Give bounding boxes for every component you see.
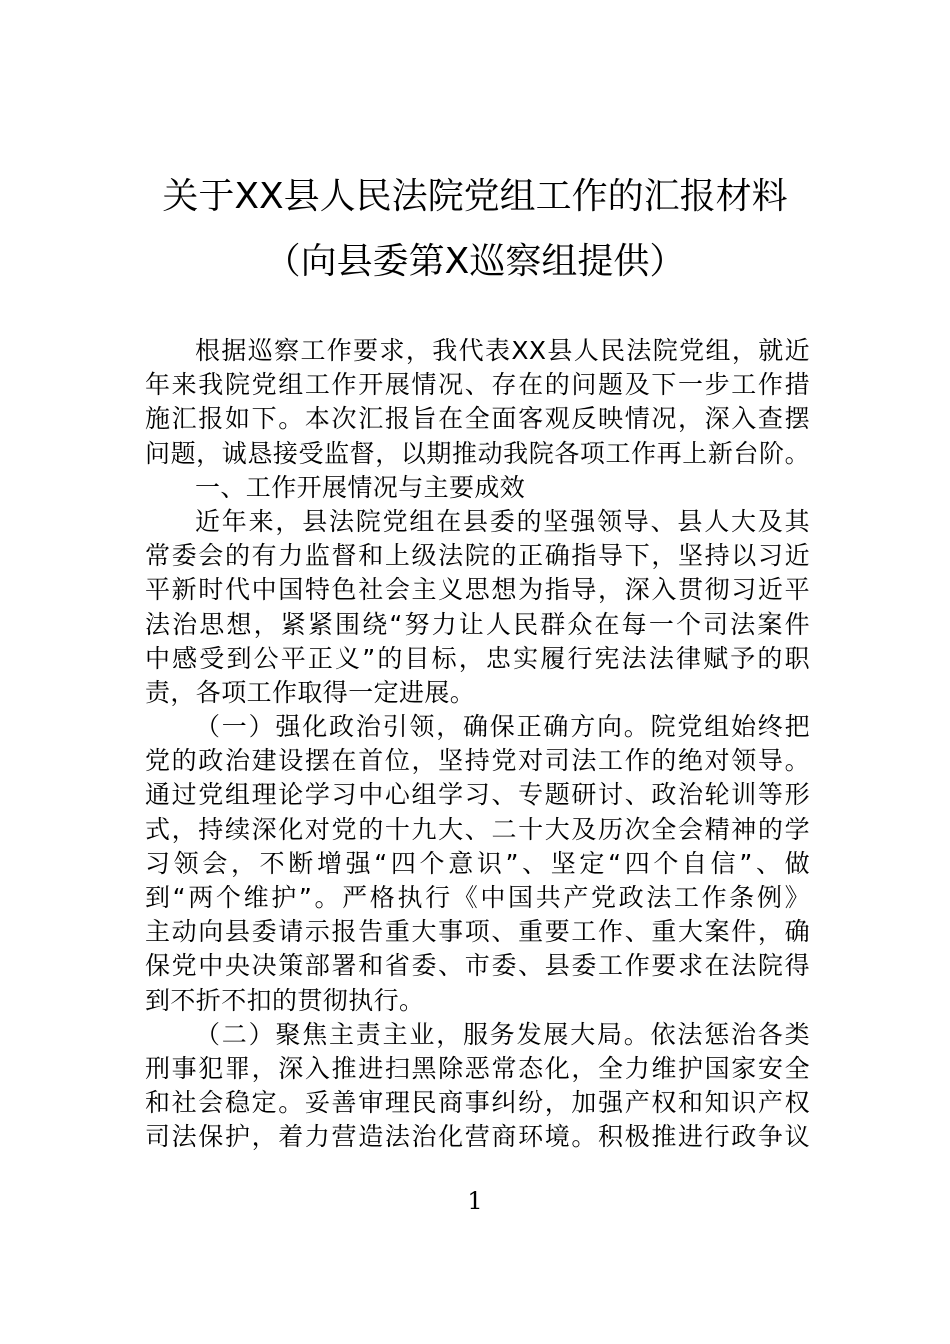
- text-line: 到不折不扣的贯彻执行。: [145, 985, 425, 1015]
- text-line: （一）强化政治引领，确保正确方向。院党组始终把: [195, 712, 810, 742]
- text-line: 和社会稳定。妥善审理民商事纠纷，加强产权和知识产权: [145, 1088, 810, 1118]
- text-line: （二）聚焦主责主业，服务发展大局。依法惩治各类: [195, 1019, 810, 1049]
- text-line: 保党中央决策部署和省委、市委、县委工作要求在法院得: [145, 951, 810, 981]
- document-title: 关于XX县人民法院党组工作的汇报材料: [162, 176, 788, 217]
- text-line: 年来我院党组工作开展情况、存在的问题及下一步工作措: [145, 370, 810, 400]
- text-line: 平新时代中国特色社会主义思想为指导，深入贯彻习近平: [145, 575, 810, 605]
- text-line: 常委会的有力监督和上级法院的正确指导下，坚持以习近: [145, 541, 810, 571]
- document-body: [145, 334, 810, 1155]
- text-line: 施汇报如下。本次汇报旨在全面客观反映情况，深入查摆: [145, 404, 810, 434]
- text-line: 习领会，不断增强“四个意识”、坚定“四个自信”、做: [145, 848, 810, 878]
- text-line: 法治思想，紧紧围绕“努力让人民群众在每一个司法案件: [145, 609, 810, 639]
- text-line: 中感受到公平正义”的目标，忠实履行宪法法律赋予的职: [145, 643, 810, 673]
- text-line: 司法保护，着力营造法治化营商环境。积极推进行政争议: [145, 1122, 810, 1152]
- text-line: 到“两个维护”。严格执行《中国共产党政法工作条例》: [145, 883, 810, 912]
- text-line: 通过党组理论学习中心组学习、专题研讨、政治轮训等形: [145, 780, 810, 810]
- text-line: 根据巡察工作要求，我代表XX县人民法院党组，就近: [195, 336, 810, 365]
- text-line: 刑事犯罪，深入推进扫黑除恶常态化，全力维护国家安全: [145, 1053, 810, 1083]
- text-line: 责，各项工作取得一定进展。: [145, 677, 476, 707]
- document-subtitle: （向县委第X巡察组提供）: [264, 241, 686, 282]
- page-number: 1: [467, 1187, 483, 1215]
- text-line: 问题，诚恳接受监督，以期推动我院各项工作再上新台阶。: [145, 438, 810, 468]
- section-heading: 一、工作开展情况与主要成效: [195, 472, 526, 502]
- text-line: 式，持续深化对党的十九大、二十大及历次全会精神的学: [145, 814, 810, 844]
- text-line: 主动向县委请示报告重大事项、重要工作、重大案件，确: [145, 917, 810, 947]
- text-line: 近年来，县法院党组在县委的坚强领导、县人大及其: [195, 506, 810, 536]
- text-line: 党的政治建设摆在首位，坚持党对司法工作的绝对领导。: [145, 746, 810, 776]
